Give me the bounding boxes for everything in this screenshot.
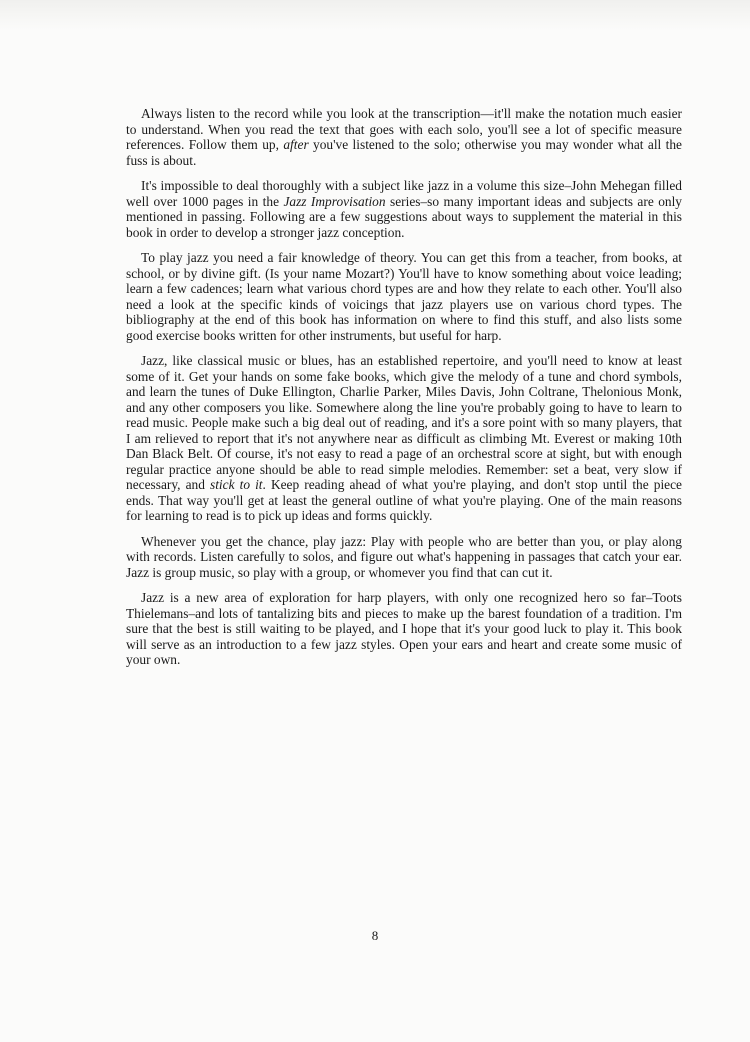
body-text (126, 106, 682, 678)
italic-text: Jazz Improvisation (283, 193, 386, 209)
text-run: . Keep reading ahead of what you're playing, and don't stop until the piece ends. That way you'll get at least the general outline of what you're playing. One of the main reasons for learning to read is to pick up ideas and forms quickly. (126, 477, 682, 523)
text-run: Always listen to the record while you look at the transcription—it'll make the notation much easier to understand. When you read the text that goes with each solo, you'll see a lot of specific measure references. Follow them up, (126, 106, 682, 152)
paragraph (126, 178, 682, 240)
text-run: Whenever you get the chance, play jazz: Play with people who are better than you, or play along with records. Listen carefully to solos, and figure out what's happening in passages that catch your ear. Jazz is group music, so play with a group, or whomever you find that can cut it. (126, 533, 682, 580)
text-run: Jazz, like classical music or blues, has an established repertoire, and you'll need to know at least some of it. Get your hands on some fake books, which give the melody of a tune and chord symbols, and learn the tunes of Duke Ellington, Charlie Parker, Miles Davis, John Coltrane, Thelonious Monk, and any other composers you like. Somewhere along the line you're probably going to have to learn to read music. People make such a big deal out of reading, and it's a sore point with so many players, that I am relieved to report that it's not anywhere near as difficult as climbing Mt. Everest or making 10th Dan Black Belt. Of course, it's not easy to read a page of an orchestral score at sight, but with enough regular practice anyone should be able to read simple melodies. Remember: set a beat, very slow if necessary, and (126, 353, 682, 492)
italic-text: stick to it (210, 477, 263, 492)
text-run: To play jazz you need a fair knowledge of theory. You can get this from a teacher, from books, at school, or by divine gift. (Is your name Mozart?) You'll have to know something about voice leading; learn a few cadences; learn what various chord types are and how they relate to each other. You'll also need a look at the specific kinds of voicings that jazz players use on various chord types. The bibliography at the end of this book has information on where to find this stuff, and also lists some good exercise books written for other instruments, but useful for harp. (126, 250, 682, 343)
paragraph (126, 534, 682, 581)
scan-edge-shading (0, 0, 750, 30)
paragraph (126, 590, 682, 668)
text-run: you've listened to the solo; otherwise you may wonder what all the fuss is about. (126, 137, 682, 168)
paragraph (126, 106, 682, 168)
text-run: series–so many important ideas and subjects are only mentioned in passing. Following are a few suggestions about ways to supplement the material in this book in order to develop a stronger jazz conception. (126, 193, 682, 240)
italic-text: after (283, 137, 309, 152)
page-number: 8 (371, 928, 379, 943)
paragraph (126, 353, 682, 524)
paragraph (126, 250, 682, 343)
text-run: Jazz is a new area of exploration for harp players, with only one recognized hero so far–Toots Thielemans–and lots of tantalizing bits and pieces to make up the barest foundation of a tradition. I'm sure that the best is still waiting to be played, and I hope that it's your good luck to play it. This book will serve as an introduction to a few jazz styles. Open your ears and heart and create some music of your own. (126, 590, 682, 667)
text-run: It's impossible to deal thoroughly with a subject like jazz in a volume this size–John Mehegan filled well over 1000 pages in the (126, 178, 682, 209)
